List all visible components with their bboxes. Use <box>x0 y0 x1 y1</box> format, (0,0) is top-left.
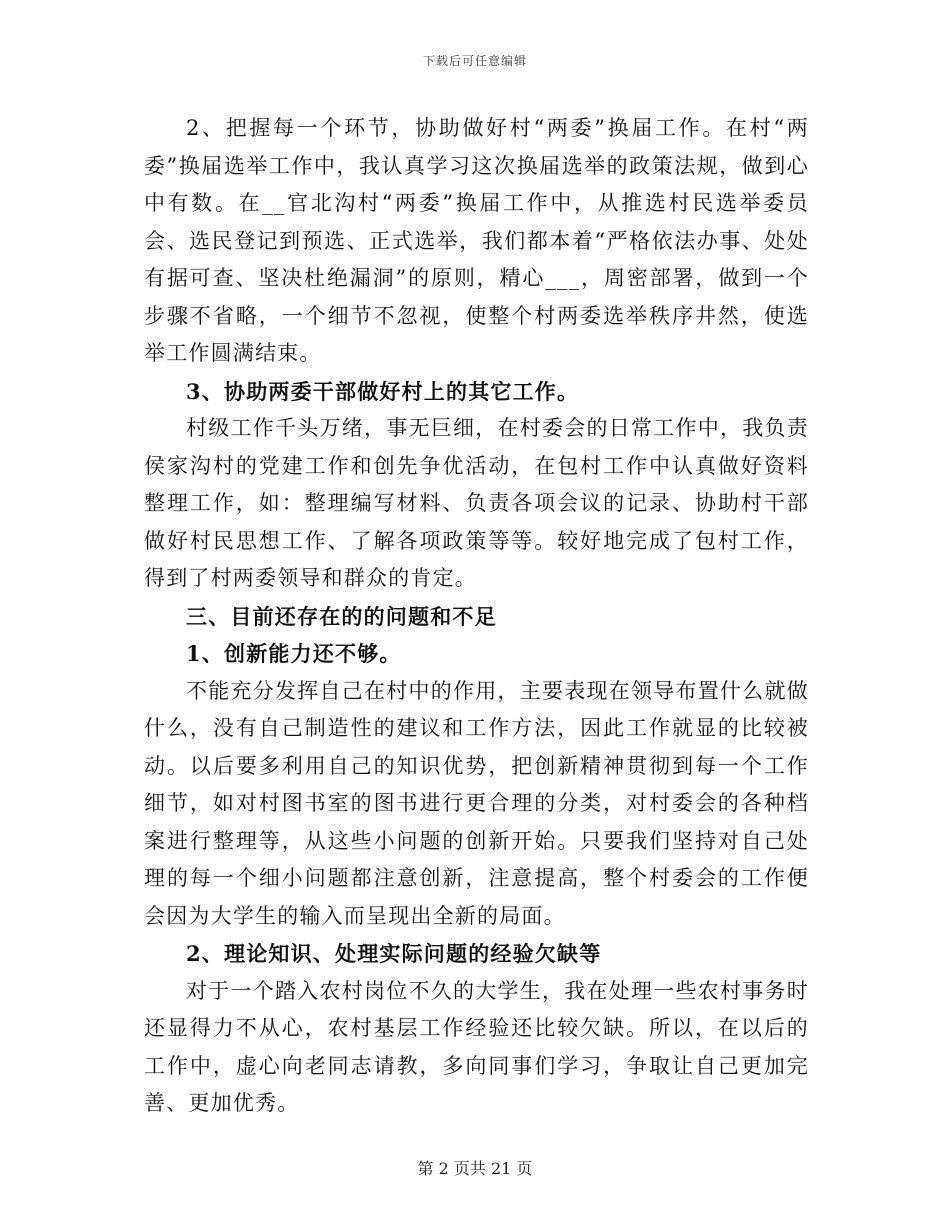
paragraph-election-work: 2、把握每一个环节，协助做好村“两委”换届工作。在村“两委”换届选举工作中，我认真学习这次换届选举的政策法规，做到心中有数。在__官北沟村“两委”换届工作中，从推选村民选举委员会、选民登记到预选、正式选举，我们都本着“严格依法办事、处处有据可查、坚决杜绝漏洞”的原则，精心___，周密部署，做到一个步骤不省略，一个细节不忽视，使整个村两委选举秩序井然，使选举工作圆满结束。 <box>144 116 809 365</box>
page-header: 下载后可任意编辑 <box>422 54 527 68</box>
heading-problems: 三、目前还存在的的问题和不足 <box>186 603 497 629</box>
heading-experience: 2、理论知识、处理实际问题的经验欠缺等 <box>186 941 602 966</box>
heading-innovation: 1、创新能力还不够。 <box>186 641 402 666</box>
paragraph-experience: 对于一个踏入农村岗位不久的大学生，我在处理一些农村事务时还显得力不从心，农村基层工作经验还比较欠缺。所以，在以后的工作中，虚心向老同志请教，多向同事们学习，争取让自己更加完善、更加优秀。 <box>144 978 809 1115</box>
paragraph-innovation: 不能充分发挥自己在村中的作用，主要表现在领导布置什么就做什么，没有自己制造性的建议和工作方法，因此工作就显的比较被动。以后要多利用自己的知识优势，把创新精神贯彻到每一个工作细节，如对村图书室的图书进行更合理的分类，对村委会的各种档案进行整理等，从这些小问题的创新开始。只要我们坚持对自己处理的每一个细小问题都注意创新，注意提高，整个村委会的工作便会因为大学生的输入而呈现出全新的局面。 <box>144 678 809 928</box>
paragraph-village-work: 村级工作千头万绪，事无巨细，在村委会的日常工作中，我负责侯家沟村的党建工作和创先争优活动，在包村工作中认真做好资料整理工作，如：整理编写材料、负责各项会议的记录、协助村干部做好村民思想工作、了解各项政策等等。较好地完成了包村工作，得到了村两委领导和群众的肯定。 <box>144 416 809 590</box>
document-body <box>144 110 809 1123</box>
heading-assist-other-work: 3、协助两委干部做好村上的其它工作。 <box>186 378 580 404</box>
page-footer: 第 2 页共 21 页 <box>417 1159 533 1178</box>
